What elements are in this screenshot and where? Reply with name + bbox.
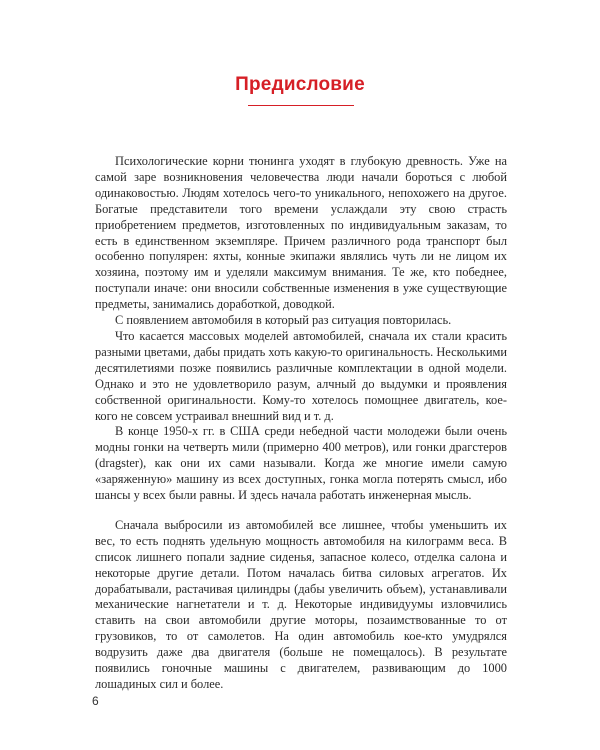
body-text — [95, 154, 507, 693]
paragraph-mass-models: Что касается массовых моделей автомобилей, сначала их стали красить разными цветами, дабы придать хоть какую-то оригинальность. Несколькими десятилетиями позже появились различные комплектации в одной модели. Однако и это не удовлетворило разум, алчный до выдумки и проявления собственной оригинальности. Кому-то хотелось помощнее двигатель, кое-кого не совсем устраивал внешний вид и т. д. — [95, 328, 507, 423]
page-title: Предисловие — [235, 74, 365, 95]
title-underline — [248, 105, 354, 106]
page-number: 6 — [92, 694, 99, 708]
paragraph-ancient-roots: Психологические корни тюнинга уходят в глубокую древность. Уже на самой заре возникновения человечества люди начали бороться с любой одинаковостью. Людям хотелось чего-то уникального, непохожего на другое. Богатые представители того времени услаждали эту свою страсть приобретением предметов, изготовленных по индивидуальным заказам, то есть в единственном экземпляре. Причем различного рода транспорт был особенно популярен: яхты, конные экипажи являлись чуть ли не лицом их хозяина, поэтому им и уделяли максимум внимания. Те же, кто победнее, поступали иначе: они вносили собственные изменения в уже существующие предметы, занимались доработкой, доводкой. — [95, 154, 507, 312]
paragraph-automobile-appearance: С появлением автомобиля в который раз ситуация повторилась. — [115, 313, 452, 328]
paragraph-weight-reduction: Сначала выбросили из автомобилей все лишнее, чтобы уменьшить их вес, то есть поднять удельную мощность автомобиля на килограмм веса. В список лишнего попали задние сиденья, запасное колесо, отделка салона и некоторые другие детали. Потом началась битва силовых агрегатов. Их дорабатывали, растачивая цилиндры (дабы увеличить объем), устанавливали механические нагнетатели и т. д. Некоторые индивидуумы изловчились ставить на свои автомобили другие моторы, позаимствованные то от грузовиков, то от самолетов. На один автомобиль кое-кто умудрялся водрузить даже два двигателя (больше не помещалось). В результате появились гоночные машины с двигателем, развивающим до 1000 лошадиных сил и более. — [95, 517, 507, 691]
paragraph-drag-racing: В конце 1950-х гг. в США среди небедной части молодежи были очень модны гонки на четверть мили (примерно 400 метров), или гонки драгстеров (dragster), как они их сами называли. Когда же многие имели самую «заряженную» машину из всех доступных, гонка могла потерять смысл, ибо шансы у всех были равны. И здесь начала работать инженерная мысль. — [95, 424, 507, 503]
